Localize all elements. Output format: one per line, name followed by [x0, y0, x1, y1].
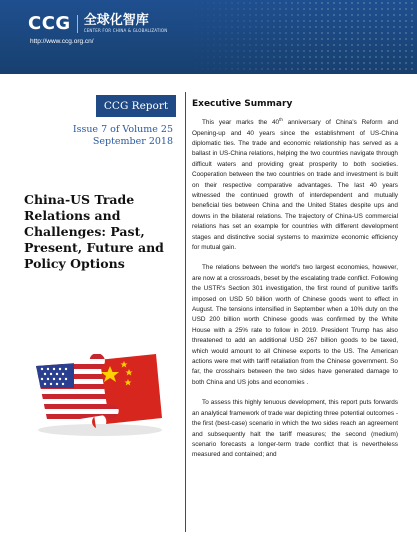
- dot-pattern: [187, 0, 417, 74]
- column-divider: [185, 92, 186, 532]
- p1-start: This year marks the 40: [202, 119, 280, 127]
- logo-divider: [77, 15, 78, 33]
- report-badge: CCG Report: [96, 95, 176, 117]
- puzzle-shadow: [38, 424, 162, 436]
- header-banner: [0, 0, 417, 74]
- summary-paragraph-1: [192, 115, 398, 253]
- issue-date: September 2018: [92, 136, 173, 147]
- p1-superscript: th: [279, 117, 283, 122]
- issue-info: [60, 124, 173, 148]
- p1-rest: anniversary of China's Reform and Opening-up and 40 years since the establishment of US-China diplomatic ties. The trade and economic relationship has served as a ballast in US-China relations, helping the two countries navigate through difficult waters and providing great prosperity to both societies. Cooperation between the two countries on trade and investment is built on their respective comparative advantages. The last 40 years witnessed the continued growth of interdependent and mutually beneficial ties between China and the United States despite ups and downs in the bilateral relations. The trajectory of China-US commercial relations has set an example for countries with different development stages and distinctive social systems to maximize economic efficiency for mutual gain.: [192, 119, 399, 251]
- issue-volume: Issue 7 of Volume 25: [72, 124, 173, 135]
- executive-summary-heading: Executive Summary: [192, 99, 293, 109]
- executive-summary-body: [192, 115, 398, 471]
- us-china-flag-puzzle-icon: [28, 344, 170, 438]
- logo-english-text: CENTER FOR CHINA & GLOBALIZATION: [83, 28, 168, 33]
- summary-paragraph-2: The relations between the world's two largest economies, however, are now at a crossroads, beset by the escalating trade conflict. Following the USTR's Section 301 investigation, the first round of punitive tariffs imposed on USD 50 billion worth of Chinese goods went to effect in August. The tensions intensified in September when a 10% duty on the USD 200 billion worth Chinese goods was confirmed by the White House with a 25% rate to follow in 2019. President Trump has also threatened to add an additional USD 267 billion goods to be taxed, which would amount to all Chinese exports to the US. The American actions were met with tariff retaliation from the Chinese government. So far, the crosshairs between the two sides have generated damage to both China and US jobs and economies .: [192, 264, 398, 386]
- logo-chinese-text: 全球化智库: [83, 13, 149, 28]
- report-title: China-US Trade Relations and Challenges: Past, Present, Future and Policy Options: [24, 192, 164, 271]
- logo-right: [84, 14, 168, 33]
- website-url[interactable]: http://www.ccg.org.cn/: [30, 38, 94, 45]
- summary-paragraph-3: To assess this highly tenuous development, this report puts forwards an analytical framework of trade war depicting three potential outcomes - the first (best-case) scenario in which the two sides reach an agreement and subsequently halt the tariff measures; the second (medium) scenario forecasts a longer-term trade conflict that is nevertheless measured and contained; and: [192, 399, 398, 459]
- logo-ccg-text: CCG: [28, 13, 71, 34]
- ccg-logo[interactable]: [28, 13, 167, 34]
